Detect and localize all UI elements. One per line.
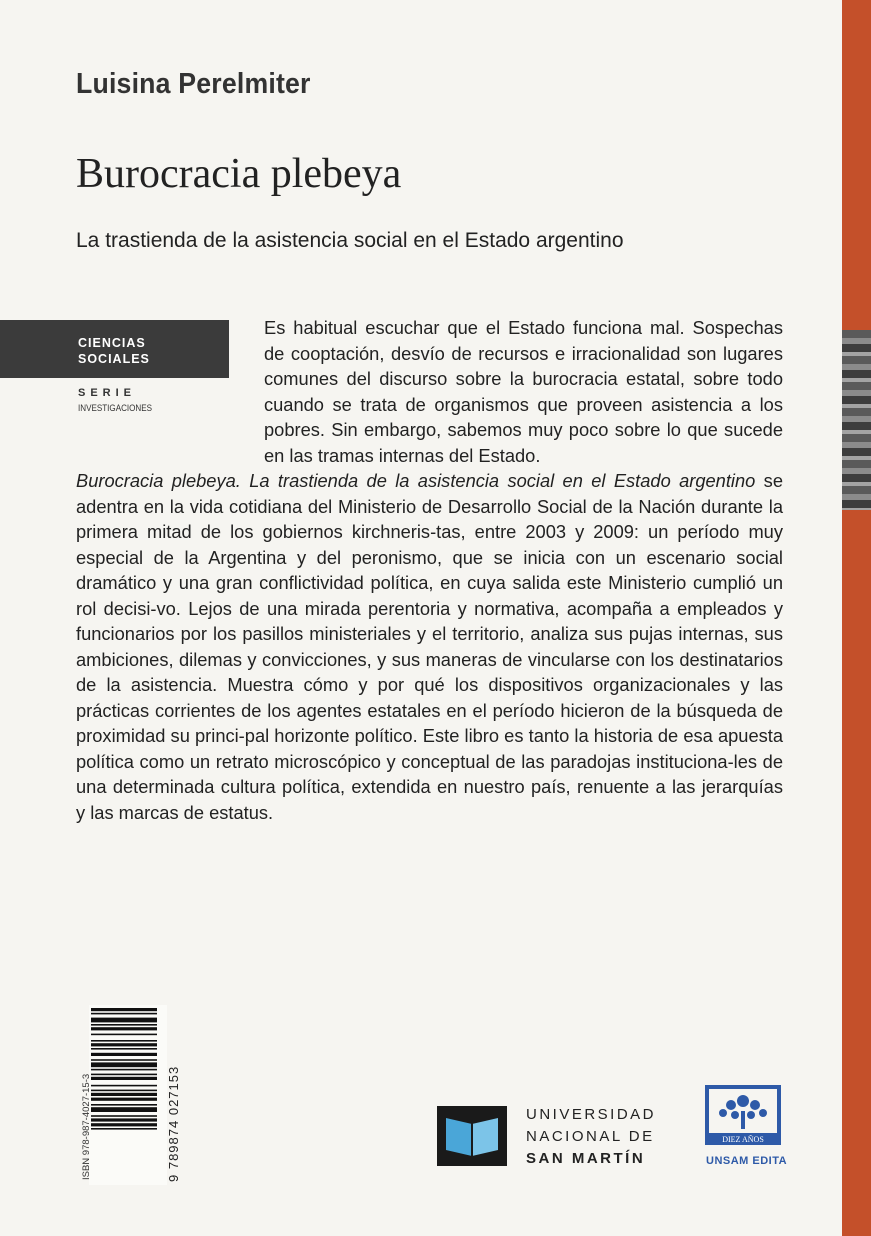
unsam-book-logo-icon bbox=[437, 1106, 507, 1166]
barcode-bar bbox=[91, 1024, 157, 1026]
barcode-bar bbox=[91, 1018, 157, 1023]
barcode-bar bbox=[91, 1062, 157, 1067]
barcode-bar bbox=[91, 1115, 157, 1117]
barcode-bar bbox=[91, 1013, 157, 1015]
blurb-paragraph-2 bbox=[76, 468, 783, 825]
publisher-name bbox=[526, 1104, 656, 1170]
blurb bbox=[76, 315, 783, 825]
barcode-bar bbox=[91, 1123, 157, 1126]
blurb-paragraph-1: Es habitual escuchar que el Estado funciona mal. Sospechas de cooptación, desvío de recursos e irracionalidad son lugares comunes del discurso sobre la burocracia estatal, sobre todo cuando se trata de organismos que proveen asistencia a los pobres. Sin embargo, sabemos muy poco sobre lo que sucede en las tramas internas del Estado. bbox=[264, 317, 783, 466]
barcode-bar bbox=[91, 1118, 157, 1121]
book-spine bbox=[842, 0, 871, 1236]
barcode-bar bbox=[91, 1008, 157, 1011]
barcode-bar bbox=[91, 1053, 157, 1056]
unsam-edita-logo-icon bbox=[705, 1085, 781, 1145]
barcode-bar bbox=[91, 1069, 157, 1071]
barcode-bar bbox=[91, 1104, 157, 1106]
edita-label: UNSAM EDITA bbox=[706, 1155, 788, 1167]
blurb-paragraph-2-text: se adentra en la vida cotidiana del Ministerio de Desarrollo Social de la Nación durante la primera mitad de los gobiernos kirchneris-tas, entre 2003 y 2009: un período muy especial de la Argentina y del peronismo, que se inicia con un escenario social dramático y una gran conflictividad política, en cuya salida este Ministerio cumplió un rol decisi-vo. Lejos de una mirada perentoria y normativa, acompaña a empleados y funcionarios por los pasillos ministeriales y el territorio, analiza sus pujas internas, sus ambiciones, dilemas y convicciones, y sus maneras de vincularse con los destinatarios de la asistencia. Muestra cómo y por qué los dispositivos organizacionales y las prácticas corrientes de los agentes estatales en el período hicieron de la búsqueda de proximidad su princi-pal horizonte político. Este libro es tanto la historia de esa apuesta política como un retrato microscópico y conceptual de las paradojas instituciona-les de una determinada cultura política, extendida en nuestro país, renuente a las jerarquías y las marcas de estatus. bbox=[76, 470, 783, 823]
isbn-text: ISBN 978-987-4027-15-3 bbox=[81, 1073, 92, 1180]
publisher-line-3: SAN MARTÍN bbox=[526, 1150, 646, 1167]
publisher-line-1: UNIVERSIDAD bbox=[526, 1106, 657, 1123]
barcode-bar bbox=[91, 1090, 157, 1092]
barcode-bar bbox=[91, 1027, 157, 1030]
barcode-bar bbox=[91, 1107, 157, 1112]
barcode-bar bbox=[91, 1098, 157, 1101]
book-title: Burocracia plebeya bbox=[76, 151, 402, 197]
publisher-line-2: NACIONAL DE bbox=[526, 1128, 655, 1145]
barcode-digits: 9 789874 027153 bbox=[166, 1065, 181, 1182]
barcode-bar bbox=[91, 1048, 157, 1050]
barcode-bar bbox=[91, 1043, 157, 1046]
blurb-float-spacer bbox=[76, 315, 264, 443]
edita-badge-text: DIEZ AÑOS bbox=[722, 1135, 764, 1144]
barcode-bar bbox=[91, 1093, 157, 1096]
barcode-bar bbox=[91, 1077, 157, 1080]
serie-name: INVESTIGACIONES bbox=[78, 403, 153, 414]
spine-photo-strip bbox=[842, 330, 871, 510]
barcode-bar bbox=[91, 1040, 157, 1042]
barcode-bar bbox=[91, 1128, 157, 1130]
serie-label: SERIE bbox=[78, 387, 137, 399]
book-subtitle: La trastienda de la asistencia social en el Estado argentino bbox=[76, 229, 624, 252]
series-line-2: SOCIALES bbox=[78, 352, 150, 366]
barcode-bar bbox=[91, 1059, 157, 1061]
barcode-bar bbox=[91, 1074, 157, 1076]
blurb-title-italic: Burocracia plebeya. La trastienda de la asistencia social en el Estado argentino bbox=[76, 470, 756, 491]
author-name: Luisina Perelmiter bbox=[76, 68, 311, 100]
series-line-1: CIENCIAS bbox=[78, 336, 146, 350]
barcode-bar bbox=[91, 1085, 157, 1087]
barcode-bar bbox=[91, 1034, 157, 1036]
